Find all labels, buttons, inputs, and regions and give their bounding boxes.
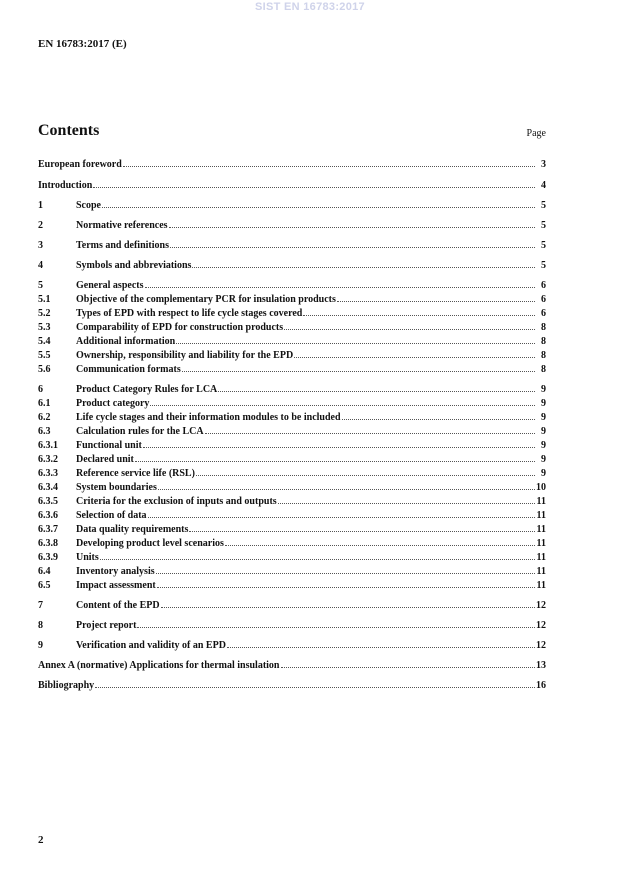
toc-entry-title: Product Category Rules for LCA: [76, 384, 218, 395]
toc-entry[interactable]: [38, 320, 546, 333]
toc-entry-page: 11: [536, 566, 546, 577]
toc-entry-number: 6.4: [38, 566, 51, 577]
toc-entry[interactable]: [38, 396, 546, 409]
toc-entry[interactable]: [38, 480, 546, 493]
toc-entry[interactable]: [38, 536, 546, 549]
toc-entry[interactable]: [38, 278, 546, 291]
toc-entry[interactable]: [38, 334, 546, 347]
toc-entry-page: 11: [536, 524, 546, 535]
toc-entry-title: Comparability of EPD for construction products: [76, 322, 284, 333]
contents-heading: Contents: [38, 122, 100, 139]
toc-entry-number: 5.5: [38, 350, 51, 361]
toc-entry[interactable]: [38, 466, 546, 479]
toc-entry[interactable]: [38, 658, 546, 671]
toc-entry[interactable]: [38, 598, 546, 611]
toc-entry-number: 6.3.7: [38, 524, 58, 535]
page-number: 2: [38, 834, 44, 846]
toc-entry-title: Types of EPD with respect to life cycle stages covered: [76, 308, 303, 319]
toc-entry-page: 5: [541, 220, 546, 231]
document-id: EN 16783:2017 (E): [38, 38, 127, 50]
toc-entry-title: Communication formats: [76, 364, 181, 375]
toc-entry-number: 8: [38, 620, 43, 631]
toc-entry-title: Developing product level scenarios: [76, 538, 224, 549]
toc-entry[interactable]: [38, 410, 546, 423]
toc-entry-page: 9: [541, 412, 546, 423]
toc-entry-page: 8: [541, 336, 546, 347]
toc-entry-title: Selection of data: [76, 510, 147, 521]
toc-entry[interactable]: [38, 218, 546, 231]
toc-entry[interactable]: [38, 564, 546, 577]
toc-entry-number: 1: [38, 200, 43, 211]
toc-entry-page: 9: [541, 468, 546, 479]
toc-entry-number: 9: [38, 640, 43, 651]
toc-entry[interactable]: [38, 157, 546, 170]
toc-entry-title: Ownership, responsibility and liability for the EPD: [76, 350, 294, 361]
toc-entry-number: 6.3.3: [38, 468, 58, 479]
table-of-contents: [38, 157, 546, 691]
toc-entry-number: 6.1: [38, 398, 51, 409]
toc-entry-page: 9: [541, 440, 546, 451]
toc-entry-page: 12: [536, 620, 546, 631]
toc-entry-title: Reference service life (RSL): [76, 468, 195, 479]
toc-entry-title: Functional unit: [76, 440, 142, 451]
toc-entry[interactable]: [38, 258, 546, 271]
toc-entry-title: Content of the EPD: [76, 600, 160, 611]
toc-entry-title: Criteria for the exclusion of inputs and outputs: [76, 496, 277, 507]
toc-entry-title: Additional information: [76, 336, 176, 347]
toc-entry-page: 8: [541, 350, 546, 361]
toc-entry-title: System boundaries: [76, 482, 157, 493]
toc-entry-title: Inventory analysis: [76, 566, 155, 577]
toc-entry-page: 9: [541, 384, 546, 395]
toc-entry[interactable]: [38, 238, 546, 251]
toc-entry-title: Scope: [76, 200, 101, 211]
toc-entry[interactable]: [38, 522, 546, 535]
watermark: SIST EN 16783:2017: [255, 1, 365, 13]
toc-entry[interactable]: [38, 292, 546, 305]
toc-entry-title: Verification and validity of an EPD: [76, 640, 226, 651]
toc-entry-number: 6.3.8: [38, 538, 58, 549]
toc-entry-title: Product category: [76, 398, 150, 409]
toc-entry-number: 6.3.2: [38, 454, 58, 465]
toc-entry-number: 7: [38, 600, 43, 611]
toc-entry-number: 6.3.9: [38, 552, 58, 563]
toc-entry-page: 4: [541, 180, 546, 191]
toc-entry-title: Life cycle stages and their information modules to be included: [76, 412, 341, 423]
toc-entry[interactable]: [38, 618, 546, 631]
toc-entry-title: Declared unit: [76, 454, 134, 465]
toc-entry-title: Data quality requirements: [76, 524, 189, 535]
toc-entry-number: 6.3.5: [38, 496, 58, 507]
toc-entry[interactable]: [38, 382, 546, 395]
toc-entry-title: Objective of the complementary PCR for insulation products: [76, 294, 336, 305]
toc-entry-page: 11: [536, 496, 546, 507]
toc-entry[interactable]: [38, 578, 546, 591]
toc-entry-number: 5.6: [38, 364, 51, 375]
toc-entry[interactable]: [38, 438, 546, 451]
toc-entry-title: Normative references: [76, 220, 168, 231]
toc-entry-page: 8: [541, 364, 546, 375]
toc-entry[interactable]: [38, 362, 546, 375]
toc-entry-page: 5: [541, 240, 546, 251]
toc-entry-page: 11: [536, 510, 546, 521]
toc-entry-page: 11: [536, 538, 546, 549]
toc-entry[interactable]: [38, 550, 546, 563]
toc-entry-page: 3: [541, 159, 546, 170]
toc-entry-page: 11: [536, 580, 546, 591]
toc-entry-page: 9: [541, 398, 546, 409]
toc-entry-title: Annex A (normative) Applications for thermal insulation: [38, 660, 280, 671]
toc-entry-number: 6.3.6: [38, 510, 58, 521]
toc-entry-page: 5: [541, 260, 546, 271]
toc-entry-title: Symbols and abbreviations: [76, 260, 192, 271]
toc-entry-page: 5: [541, 200, 546, 211]
toc-entry-page: 13: [536, 660, 546, 671]
toc-entry-number: 3: [38, 240, 43, 251]
toc-entry-number: 6.5: [38, 580, 51, 591]
toc-entry-title: Units: [76, 552, 99, 563]
toc-entry[interactable]: [38, 348, 546, 361]
toc-entry-title: Impact assessment: [76, 580, 156, 591]
toc-entry[interactable]: [38, 424, 546, 437]
toc-entry-page: 10: [536, 482, 546, 493]
toc-entry-title: European foreword: [38, 159, 122, 170]
toc-entry-page: 16: [536, 680, 546, 691]
toc-entry-number: 6.3: [38, 426, 51, 437]
toc-entry-title: General aspects: [76, 280, 144, 291]
toc-entry-page: 6: [541, 280, 546, 291]
toc-entry-page: 12: [536, 640, 546, 651]
toc-entry-number: 5.1: [38, 294, 51, 305]
toc-entry-number: 5.4: [38, 336, 51, 347]
toc-entry-number: 6.3.1: [38, 440, 58, 451]
toc-entry-page: 11: [536, 552, 546, 563]
toc-entry-title: Calculation rules for the LCA: [76, 426, 204, 437]
toc-entry-number: 2: [38, 220, 43, 231]
toc-entry-number: 5.2: [38, 308, 51, 319]
toc-entry-page: 6: [541, 294, 546, 305]
toc-entry-page: 6: [541, 308, 546, 319]
toc-entry-page: 9: [541, 454, 546, 465]
toc-entry-number: 5.3: [38, 322, 51, 333]
toc-entry-title: Project report: [76, 620, 137, 631]
toc-entry[interactable]: [38, 452, 546, 465]
toc-entry[interactable]: [38, 508, 546, 521]
toc-entry-number: 6: [38, 384, 43, 395]
toc-entry[interactable]: [38, 198, 546, 211]
toc-entry-number: 6.3.4: [38, 482, 58, 493]
toc-entry[interactable]: [38, 494, 546, 507]
toc-entry[interactable]: [38, 178, 546, 191]
toc-entry-page: 12: [536, 600, 546, 611]
page-column-label: Page: [526, 128, 546, 139]
toc-entry-number: 5: [38, 280, 43, 291]
toc-entry-title: Terms and definitions: [76, 240, 169, 251]
toc-entry-number: 6.2: [38, 412, 51, 423]
toc-entry[interactable]: [38, 638, 546, 651]
toc-entry-title: Bibliography: [38, 680, 95, 691]
toc-entry[interactable]: [38, 678, 546, 691]
toc-entry-number: 4: [38, 260, 43, 271]
toc-entry-page: 9: [541, 426, 546, 437]
toc-entry-title: Introduction: [38, 180, 93, 191]
toc-entry[interactable]: [38, 306, 546, 319]
toc-entry-page: 8: [541, 322, 546, 333]
